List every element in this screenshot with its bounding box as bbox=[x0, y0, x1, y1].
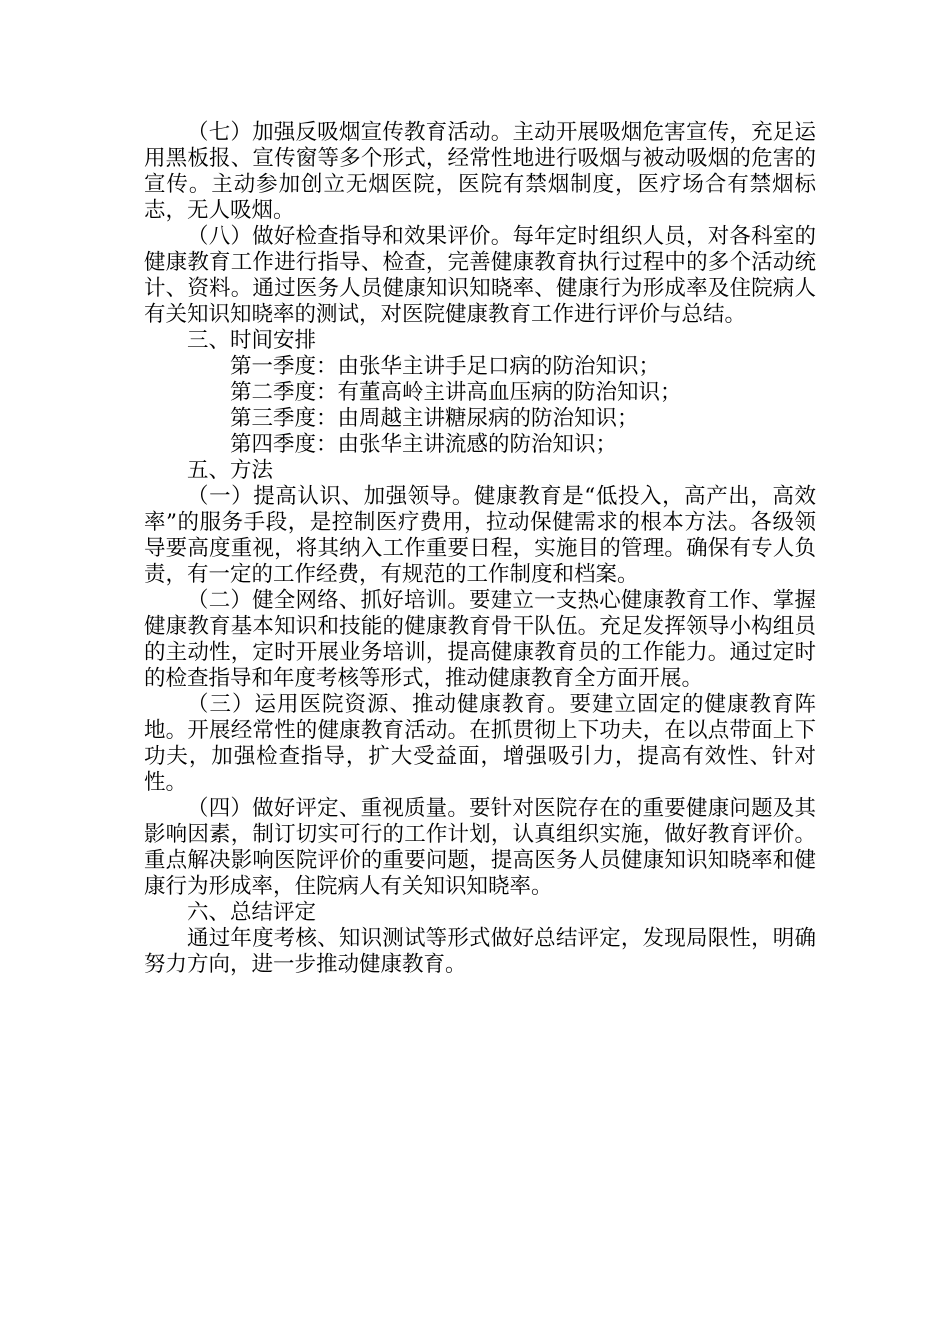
schedule-q3: 第三季度：由周越主讲糖尿病的防治知识； bbox=[230, 406, 639, 431]
document-page bbox=[144, 120, 816, 978]
section-5-heading: 五、方法 bbox=[187, 458, 274, 483]
schedule-q4: 第四季度：由张华主讲流感的防治知识； bbox=[230, 432, 618, 457]
para-8-inspection: （八）做好检查指导和效果评价。每年定时组织人员，对各科室的健康教育工作进行指导、检查，完善健康教育执行过程中的多个活动统计、资料。通过医务人员健康知识知晓率、健康行为形成率及住院病人有关知识知晓率的测试，对医院健康教育工作进行评价与总结。 bbox=[144, 224, 816, 327]
method-3-resources: （三）运用医院资源、推动健康教育。要建立固定的健康教育阵地。开展经常性的健康教育活动。在抓贯彻上下功夫，在以点带面上下功夫，加强检查指导，扩大受益面，增强吸引力，提高有效性、针对性。 bbox=[144, 692, 816, 795]
summary-paragraph: 通过年度考核、知识测试等形式做好总结评定，发现局限性，明确努力方向，进一步推动健康教育。 bbox=[144, 926, 816, 977]
section-3-heading: 三、时间安排 bbox=[187, 328, 317, 353]
method-2-network: （二）健全网络、抓好培训。要建立一支热心健康教育工作、掌握健康教育基本知识和技能的健康教育骨干队伍。充足发挥领导小构组员的主动性，定时开展业务培训，提高健康教育员的工作能力。通过定时的检查指导和年度考核等形式，推动健康教育全方面开展。 bbox=[144, 588, 816, 691]
method-4-evaluation: （四）做好评定、重视质量。要针对医院存在的重要健康问题及其影响因素，制订切实可行的工作计划，认真组织实施，做好教育评价。重点解决影响医院评价的重要问题，提高医务人员健康知识知晓率和健康行为形成率，住院病人有关知识知晓率。 bbox=[144, 796, 816, 899]
schedule-q2: 第二季度：有董高岭主讲高血压病的防治知识； bbox=[230, 380, 682, 405]
method-1-leadership: （一）提高认识、加强领导。健康教育是“低投入，高产出，高效率”的服务手段，是控制医疗费用，拉动保健需求的根本方法。各级领导要高度重视，将其纳入工作重要日程，实施目的管理。确保有专人负责，有一定的工作经费，有规范的工作制度和档案。 bbox=[144, 484, 816, 587]
schedule-q1: 第一季度：由张华主讲手足口病的防治知识； bbox=[230, 354, 661, 379]
para-7-anti-smoking: （七）加强反吸烟宣传教育活动。主动开展吸烟危害宣传，充足运用黑板报、宣传窗等多个形式，经常性地进行吸烟与被动吸烟的危害的宣传。主动参加创立无烟医院，医院有禁烟制度，医疗场合有禁烟标志，无人吸烟。 bbox=[144, 120, 816, 223]
section-6-heading: 六、总结评定 bbox=[187, 900, 317, 925]
